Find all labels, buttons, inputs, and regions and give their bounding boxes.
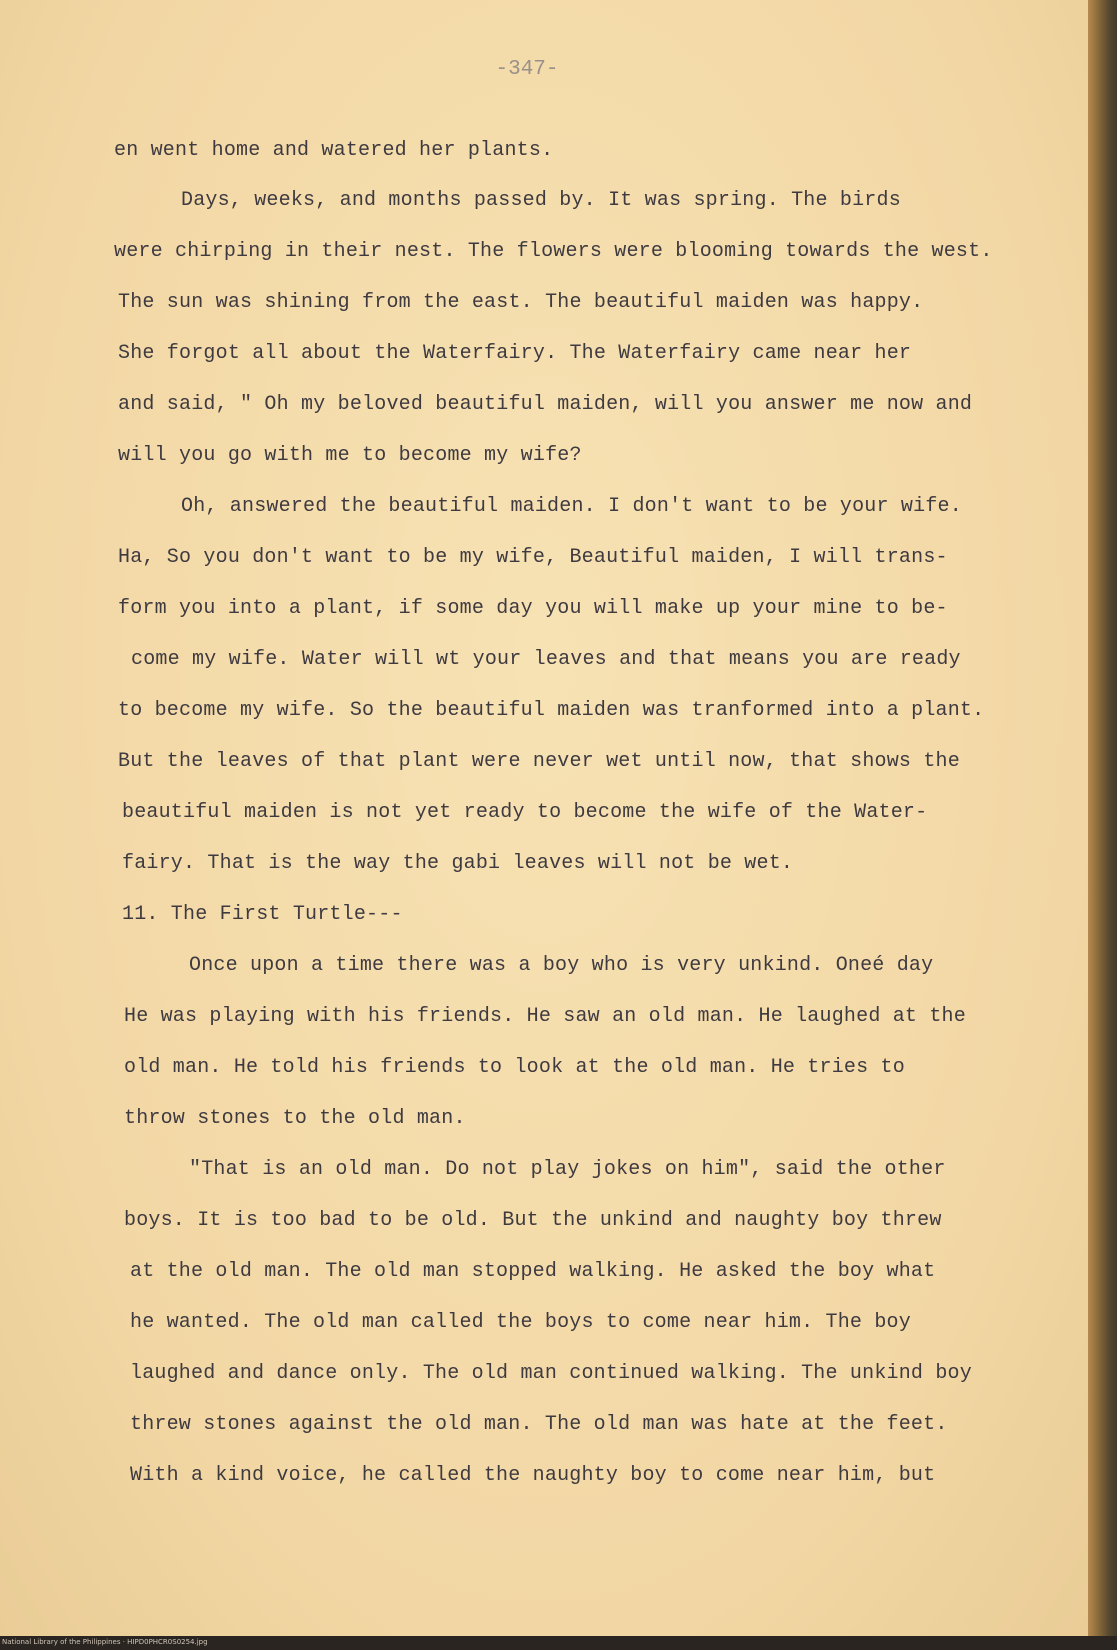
- text-line: Ha, So you don't want to be my wife, Beautiful maiden, I will trans-: [118, 546, 948, 569]
- text-line: he wanted. The old man called the boys to come near him. The boy: [130, 1311, 911, 1334]
- text-line: and said, " Oh my beloved beautiful maiden, will you answer me now and: [118, 393, 973, 416]
- text-line: "That is an old man. Do not play jokes on him", said the other: [189, 1158, 946, 1181]
- text-line: old man. He told his friends to look at the old man. He tries to: [124, 1056, 905, 1079]
- text-line: He was playing with his friends. He saw an old man. He laughed at the: [124, 1005, 966, 1028]
- text-line: come my wife. Water will wt your leaves and that means you are ready: [131, 648, 961, 671]
- text-line: threw stones against the old man. The old man was hate at the feet.: [130, 1413, 948, 1436]
- text-line: fairy. That is the way the gabi leaves will not be wet.: [122, 852, 794, 875]
- text-line: to become my wife. So the beautiful maiden was tranformed into a plant.: [118, 699, 985, 722]
- text-line: boys. It is too bad to be old. But the unkind and naughty boy threw: [124, 1209, 942, 1232]
- text-line: She forgot all about the Waterfairy. The Waterfairy came near her: [118, 342, 912, 365]
- book-spine: [1088, 0, 1117, 1650]
- text-line: Once upon a time there was a boy who is very unkind. Oneé day: [189, 954, 934, 977]
- text-line: With a kind voice, he called the naughty boy to come near him, but: [130, 1464, 936, 1487]
- text-line: en went home and watered her plants.: [114, 139, 554, 162]
- text-line: But the leaves of that plant were never wet until now, that shows the: [118, 750, 960, 773]
- text-line: were chirping in their nest. The flowers were blooming towards the west.: [114, 240, 993, 263]
- text-line: Days, weeks, and months passed by. It was spring. The birds: [181, 189, 901, 212]
- text-line: throw stones to the old man.: [124, 1107, 466, 1130]
- text-line: beautiful maiden is not yet ready to become the wife of the Water-: [122, 801, 928, 824]
- text-line: laughed and dance only. The old man continued walking. The unkind boy: [130, 1362, 972, 1385]
- section-heading: 11. The First Turtle---: [122, 903, 403, 926]
- text-line: The sun was shining from the east. The beautiful maiden was happy.: [118, 291, 924, 314]
- text-line: form you into a plant, if some day you will make up your mine to be-: [118, 597, 948, 620]
- page-number: -347-: [495, 58, 559, 81]
- footer-credit: National Library of the Philippines · HIPD0PHCR0S0254.jpg: [2, 1638, 208, 1646]
- text-line: Oh, answered the beautiful maiden. I don't want to be your wife.: [181, 495, 962, 518]
- text-line: will you go with me to become my wife?: [118, 444, 582, 467]
- text-line: at the old man. The old man stopped walking. He asked the boy what: [130, 1260, 936, 1283]
